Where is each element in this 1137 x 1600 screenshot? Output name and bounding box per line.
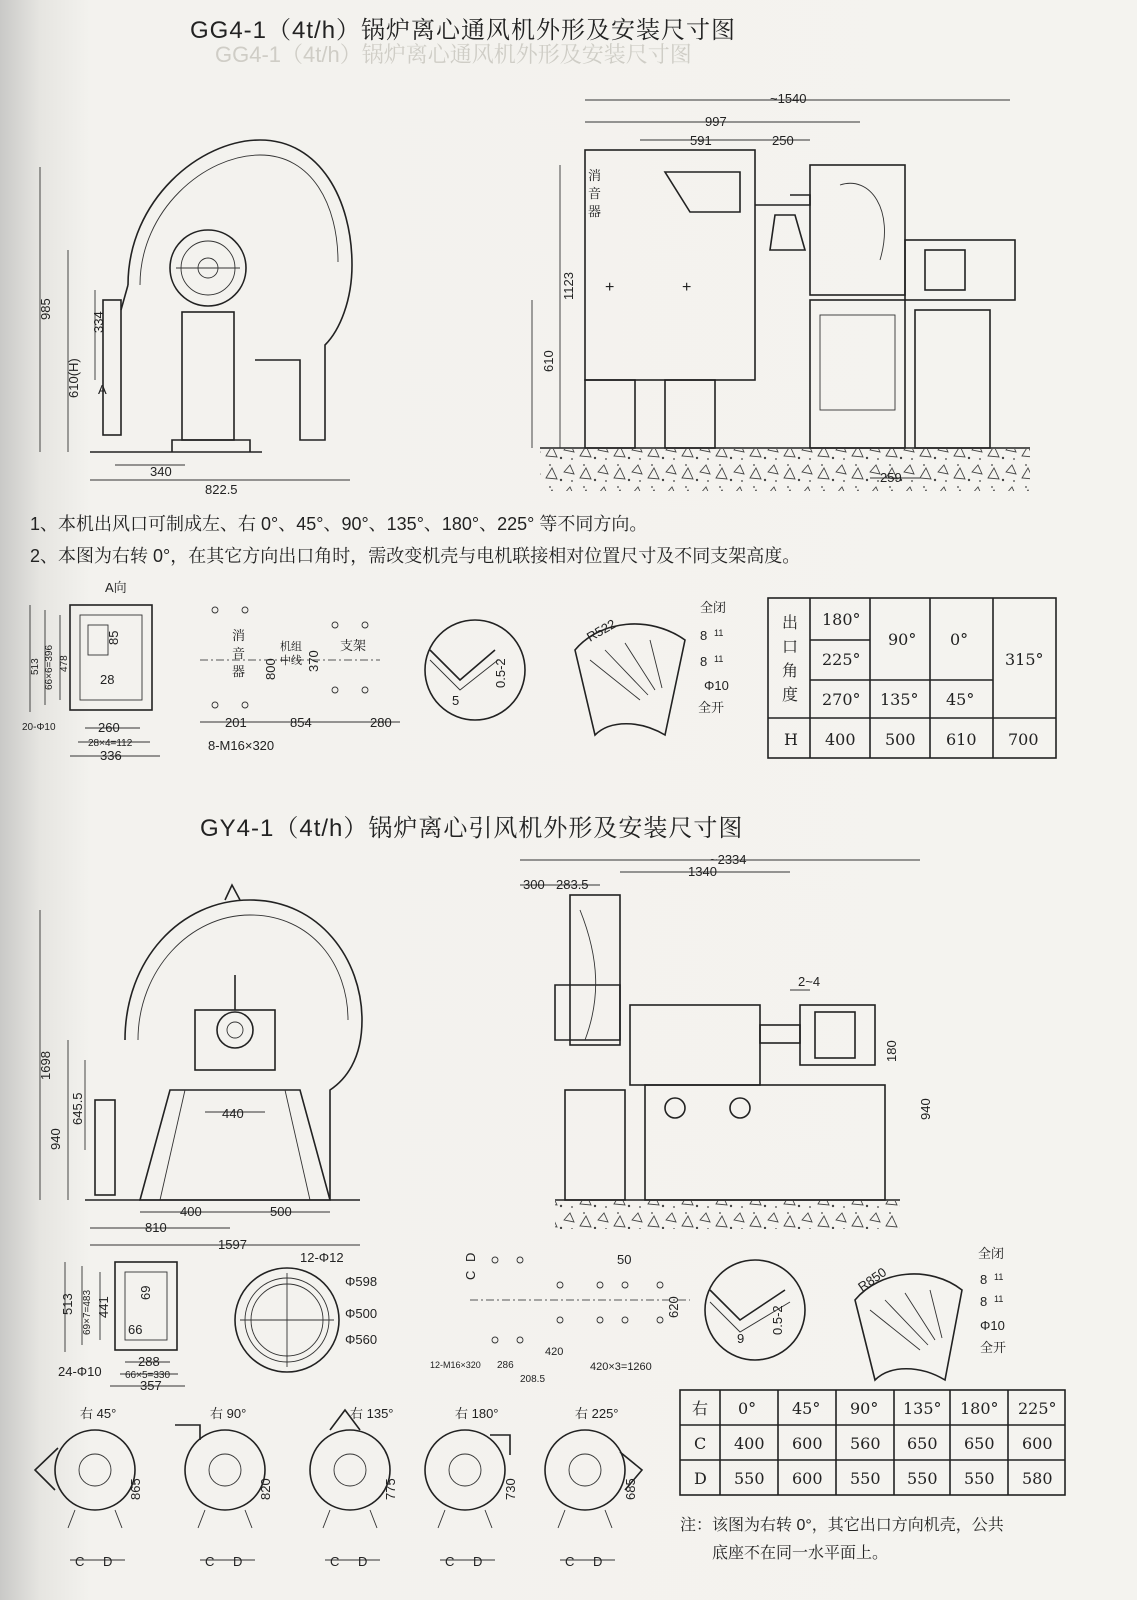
- layout-label-3: 器: [232, 664, 246, 679]
- dim-2334: ~2334: [710, 852, 747, 867]
- label-c-base: C: [463, 1270, 478, 1280]
- base-bolt-layout: [430, 1253, 690, 1385]
- svg-text:C: C: [75, 1554, 85, 1569]
- dim-85: 85: [106, 630, 121, 645]
- dim-334: 334: [91, 311, 106, 333]
- dim-283-5: 283.5: [556, 877, 589, 892]
- svg-text:550: 550: [734, 1469, 765, 1488]
- cd-header-2: 45°: [792, 1399, 821, 1418]
- dim-513-b: 513: [60, 1293, 75, 1315]
- dim-208-5: 208.5: [520, 1374, 546, 1385]
- dim-280: 280: [370, 715, 392, 730]
- rotation-90: [175, 1406, 273, 1569]
- label-11-a: 11: [714, 628, 724, 638]
- induced-fan-side-view: [520, 852, 933, 1267]
- fan-side-view: [532, 91, 1030, 491]
- svg-text:右 135°: 右 135°: [350, 1406, 394, 1421]
- angle-header-3: 角: [782, 663, 799, 680]
- layout-label-4: 机组: [280, 641, 302, 653]
- label-phi560: Φ560: [345, 1332, 378, 1347]
- angle-315: 315°: [1005, 650, 1044, 669]
- label-8-a: 8: [700, 628, 708, 643]
- section2-title: GY4-1（4t/h）锅炉离心引风机外形及安装尺寸图: [200, 815, 744, 842]
- rotation-225: [545, 1406, 642, 1569]
- svg-text:550: 550: [907, 1469, 938, 1488]
- dim-28x4: 28×4=112: [88, 738, 133, 749]
- dim-420: 420: [545, 1346, 564, 1358]
- svg-text:右 180°: 右 180°: [455, 1406, 499, 1421]
- induced-fan-front-view: [38, 885, 362, 1252]
- cd-header-6: 225°: [1018, 1399, 1057, 1418]
- dim-8-m16: 8-M16×320: [208, 738, 275, 753]
- label-phi598: Φ598: [345, 1274, 378, 1289]
- svg-text:580: 580: [1022, 1469, 1053, 1488]
- dim-985: 985: [38, 298, 53, 320]
- damper-view-2: [855, 1246, 1006, 1380]
- label-12-phi12: 12-Φ12: [300, 1250, 344, 1265]
- label-phi500: Φ500: [345, 1306, 378, 1321]
- dim-800: 800: [263, 658, 278, 680]
- svg-text:C: C: [330, 1554, 340, 1569]
- svg-text:775: 775: [383, 1478, 398, 1500]
- dim-1698: 1698: [38, 1051, 53, 1080]
- footnote-line-1: 注：该图为右转 0°，其它出口方向机壳，公共: [680, 1517, 1004, 1534]
- svg-text:560: 560: [850, 1434, 881, 1453]
- dim-645-5: 645.5: [70, 1092, 85, 1125]
- svg-text:600: 600: [792, 1469, 823, 1488]
- dim-28: 28: [100, 672, 115, 687]
- label-8-c: 8: [980, 1272, 988, 1287]
- label-closed-1: 全闭: [700, 600, 727, 615]
- label-11-c: 11: [994, 1272, 1004, 1282]
- dim-513: 513: [30, 658, 41, 675]
- svg-text:D: D: [473, 1554, 483, 1569]
- dim-810: 810: [145, 1220, 167, 1235]
- detail-circle-1: [425, 620, 525, 720]
- dim-69: 69: [138, 1285, 153, 1300]
- angle-height-table: [768, 598, 1056, 758]
- svg-text:D: D: [593, 1554, 603, 1569]
- svg-text:650: 650: [907, 1434, 938, 1453]
- dim-1597: 1597: [218, 1237, 247, 1252]
- label-r522: R522: [584, 616, 619, 645]
- a-view-flange: [22, 580, 160, 763]
- layout-label-2: 音: [232, 646, 246, 661]
- label-8-b: 8: [700, 654, 708, 669]
- dim-1540: ~1540: [770, 91, 807, 106]
- svg-text:C: C: [445, 1554, 455, 1569]
- dim-822-5: 822.5: [205, 482, 238, 497]
- label-a: A: [98, 382, 107, 397]
- svg-text:+: +: [682, 279, 692, 296]
- dim-286: 286: [497, 1360, 514, 1371]
- svg-text:C: C: [205, 1554, 215, 1569]
- angle-header-2: 口: [782, 639, 799, 656]
- inlet-flange-view: [235, 1250, 377, 1372]
- dim-180: 180: [884, 1040, 899, 1062]
- dim-1123: 1123: [561, 272, 576, 300]
- dim-500: 500: [270, 1204, 292, 1219]
- h-700: 700: [1008, 730, 1039, 749]
- dim-12-m16: 12-M16×320: [430, 1360, 481, 1370]
- h-400: 400: [825, 730, 856, 749]
- svg-text:820: 820: [258, 1478, 273, 1500]
- svg-text:D: D: [233, 1554, 243, 1569]
- label-r850: R850: [855, 1264, 890, 1295]
- dim-300: 300: [523, 877, 545, 892]
- note-2: 2、本图为右转 0°，在其它方向出口角时，需改变机壳与电机联接相对位置尺寸及不同支架高度。: [30, 546, 801, 566]
- cd-header-5: 180°: [960, 1399, 999, 1418]
- cd-header-3: 90°: [850, 1399, 879, 1418]
- angle-header-1: 出: [782, 615, 799, 632]
- dim-340: 340: [150, 464, 172, 479]
- label-11-b: 11: [714, 654, 724, 664]
- dim-441: 441: [96, 1296, 111, 1318]
- svg-text:600: 600: [1022, 1434, 1053, 1453]
- svg-text:右 45°: 右 45°: [80, 1406, 117, 1421]
- label-closed-2: 全闭: [978, 1246, 1005, 1261]
- dim-250: 250: [772, 133, 794, 148]
- rotation-45: [35, 1406, 143, 1569]
- label-11-d: 11: [994, 1294, 1004, 1304]
- dim-66: 66: [128, 1322, 143, 1337]
- label-open-2: 全开: [980, 1340, 1007, 1355]
- angle-45: 45°: [946, 690, 975, 709]
- cd-table: [680, 1390, 1065, 1495]
- dim-997: 997: [705, 114, 727, 129]
- section1-title: GG4-1（4t/h）锅炉离心通风机外形及安装尺寸图: [190, 17, 737, 44]
- damper-view-1: [575, 600, 729, 735]
- angle-90: 90°: [888, 630, 917, 649]
- svg-text:685: 685: [623, 1478, 638, 1500]
- dim-0-5-2-b: 0.5-2: [770, 1305, 785, 1335]
- angle-270: 270°: [822, 690, 861, 709]
- dim-357: 357: [140, 1378, 162, 1393]
- svg-text:D: D: [694, 1469, 707, 1488]
- bleed-through-text: GG4-1（4t/h）锅炉离心通风机外形及安装尺寸图: [215, 42, 692, 67]
- dim-478: 478: [59, 655, 70, 672]
- svg-text:400: 400: [734, 1434, 765, 1453]
- rotation-135: [310, 1406, 398, 1569]
- dim-5: 5: [452, 693, 460, 708]
- silencer-char-3: 器: [588, 204, 602, 219]
- dim-20-phi10: 20-Φ10: [22, 722, 56, 733]
- dim-260: 260: [98, 720, 120, 735]
- dim-940-side: 940: [918, 1098, 933, 1120]
- dim-854: 854: [290, 715, 312, 730]
- dim-610h: 610(H): [66, 358, 81, 398]
- dim-620: 620: [666, 1296, 681, 1318]
- h-610: 610: [946, 730, 977, 749]
- angle-180: 180°: [822, 610, 861, 629]
- dim-940-left: 940: [48, 1128, 63, 1150]
- dim-66x6: 66×6=396: [44, 644, 55, 690]
- dim-24-phi10: 24-Φ10: [58, 1364, 102, 1379]
- dim-1340: 1340: [688, 864, 717, 879]
- fan-front-view: [38, 140, 352, 497]
- dim-420x3: 420×3=1260: [590, 1361, 652, 1373]
- angle-header-4: 度: [782, 687, 799, 704]
- dim-610: 610: [541, 350, 556, 372]
- rotation-180: [425, 1406, 518, 1569]
- dim-288: 288: [138, 1354, 160, 1369]
- svg-text:右 90°: 右 90°: [210, 1406, 247, 1421]
- layout-bolt-plan: [200, 607, 400, 753]
- dim-400: 400: [180, 1204, 202, 1219]
- angle-0: 0°: [950, 630, 969, 649]
- silencer-char-1: 消: [588, 168, 602, 183]
- svg-text:D: D: [103, 1554, 113, 1569]
- svg-text:550: 550: [850, 1469, 881, 1488]
- cd-header-4: 135°: [903, 1399, 942, 1418]
- dim-201: 201: [225, 715, 247, 730]
- svg-text:+: +: [605, 279, 615, 296]
- outlet-flange-view: [58, 1262, 185, 1393]
- cd-header-1: 0°: [738, 1399, 757, 1418]
- svg-text:650: 650: [964, 1434, 995, 1453]
- dim-0-5-2: 0.5-2: [493, 658, 508, 688]
- dim-370: 370: [306, 650, 321, 672]
- dim-9: 9: [737, 1331, 745, 1346]
- dim-2-4: 2~4: [798, 974, 821, 989]
- dim-50: 50: [617, 1252, 632, 1267]
- svg-text:C: C: [694, 1434, 707, 1453]
- label-phi10-2: Φ10: [980, 1318, 1005, 1333]
- svg-text:600: 600: [792, 1434, 823, 1453]
- svg-text:550: 550: [964, 1469, 995, 1488]
- a-view-label: A向: [105, 580, 127, 595]
- angle-225: 225°: [822, 650, 861, 669]
- layout-label-6: 支架: [340, 638, 367, 653]
- h-label: H: [784, 730, 798, 749]
- label-8-d: 8: [980, 1294, 988, 1309]
- angle-135: 135°: [880, 690, 919, 709]
- layout-label-1: 消: [232, 628, 246, 643]
- footnote-line-2: 底座不在同一水平面上。: [712, 1545, 889, 1562]
- dim-259: 259: [880, 470, 902, 485]
- rotation-thumbnails: [35, 1406, 642, 1569]
- dim-591: 591: [690, 133, 712, 148]
- dim-336: 336: [100, 748, 122, 763]
- dim-440: 440: [222, 1106, 244, 1121]
- dim-69x7: 69×7=483: [82, 1289, 93, 1335]
- dim-66x5: 66×5=330: [125, 1370, 171, 1381]
- svg-text:右 225°: 右 225°: [575, 1406, 619, 1421]
- label-open-1: 全开: [698, 700, 725, 715]
- label-d-base: D: [463, 1252, 478, 1262]
- note-1: 1、本机出风口可制成左、右 0°、45°、90°、135°、180°、225° 等不同方向。: [30, 514, 648, 534]
- h-500: 500: [885, 730, 916, 749]
- svg-text:865: 865: [128, 1478, 143, 1500]
- label-phi10-1: Φ10: [704, 678, 729, 693]
- silencer-char-2: 音: [588, 186, 602, 201]
- layout-label-5: 中线: [280, 655, 302, 667]
- svg-text:730: 730: [503, 1478, 518, 1500]
- cd-header-0: 右: [692, 1399, 709, 1418]
- svg-text:C: C: [565, 1554, 575, 1569]
- svg-text:D: D: [358, 1554, 368, 1569]
- detail-circle-2: [705, 1260, 805, 1360]
